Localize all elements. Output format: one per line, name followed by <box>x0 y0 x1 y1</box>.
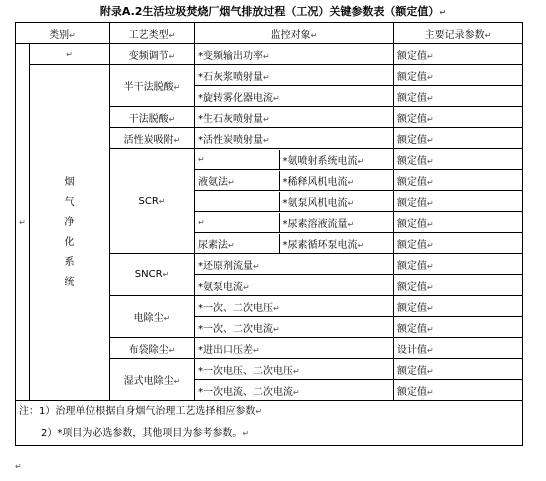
scr-subtable <box>195 234 393 253</box>
process-type-cell: 电除尘↵ <box>110 296 195 338</box>
record-param-cell: 额定值↵ <box>394 233 523 254</box>
record-param-cell: 设计值↵ <box>394 338 523 359</box>
record-param-cell: 额定值↵ <box>394 275 523 296</box>
process-type-cell: SCR↵ <box>110 149 195 254</box>
monitored-object-cell: *氨泵风机电流↵ <box>282 197 355 209</box>
sub-process-cell: ↵ <box>195 150 279 169</box>
paragraph-end-mark: ↵ <box>15 462 22 471</box>
record-param-cell: 额定值↵ <box>394 128 523 149</box>
monitored-object-cell: *一次电压、二次电压↵ <box>195 359 394 380</box>
scr-subcell <box>195 191 394 212</box>
category-flue-gas-system: 烟 气 净 化 系 统 <box>30 65 110 401</box>
process-type-cell: 半干法脱酸↵ <box>110 65 195 107</box>
empty-cell: ↵ <box>30 44 110 65</box>
key-parameters-table <box>15 22 523 446</box>
monitored-object-cell: *氨泵电流↵ <box>195 275 394 296</box>
table-title: 附录A.2生活垃圾焚烧厂烟气排放过程（工况）关键参数表（额定值）↵ <box>99 5 447 18</box>
scr-subtable-top <box>195 150 393 169</box>
monitored-object-cell: *石灰浆喷射量↵ <box>195 65 394 86</box>
scr-subcell <box>195 212 394 233</box>
note-2: 2）*项目为必选参数，其他项目为参考参数。↵ <box>41 428 250 439</box>
notes-row <box>16 401 523 446</box>
scr-subcell <box>195 170 394 191</box>
sub-process-cell <box>195 192 279 211</box>
monitored-object-cell: *一次、二次电流↵ <box>195 317 394 338</box>
sub-process-cell: ↵ <box>195 213 279 232</box>
monitored-object-cell: *活性炭喷射量↵ <box>195 128 394 149</box>
notes-cell <box>16 401 523 446</box>
header-category: 类别↵ <box>16 23 110 44</box>
header-process-type: 工艺类型↵ <box>110 23 195 44</box>
record-param-cell: 额定值↵ <box>394 86 523 107</box>
process-type-cell: 活性炭吸附↵ <box>110 128 195 149</box>
scr-subtable <box>195 171 393 190</box>
table-row <box>16 65 523 86</box>
table-header-row <box>16 23 523 44</box>
process-type-cell: 干法脱酸↵ <box>110 107 195 128</box>
record-param-cell: 额定值↵ <box>394 107 523 128</box>
header-monitored-object: 监控对象↵ <box>195 23 394 44</box>
monitored-object-cell: *还原剂流量↵ <box>195 254 394 275</box>
monitored-object-cell: *稀释风机电流↵ <box>282 176 355 188</box>
process-type-cell: 变频调节↵ <box>110 44 195 65</box>
monitored-object-cell: *氨喷射系统电流↵ <box>282 155 365 167</box>
note-1: 注：1）治理单位根据自身烟气治理工艺选择相应参数↵ <box>19 406 263 417</box>
outer-category-cell: ↵ <box>16 44 30 401</box>
scr-subtable <box>195 192 393 211</box>
process-type-cell: SNCR↵ <box>110 254 195 296</box>
record-param-cell: 额定值↵ <box>394 44 523 65</box>
record-param-cell: 额定值↵ <box>394 191 523 212</box>
monitored-object-cell: *尿素溶液流量↵ <box>282 218 355 230</box>
record-param-cell: 额定值↵ <box>394 317 523 338</box>
monitored-object-cell: *进出口压差↵ <box>195 338 394 359</box>
record-param-cell: 额定值↵ <box>394 254 523 275</box>
record-param-cell: 额定值↵ <box>394 65 523 86</box>
monitored-object-cell: *生石灰喷射量↵ <box>195 107 394 128</box>
scr-subcell <box>195 233 394 254</box>
sub-process-cell: 尿素法↵ <box>195 234 279 253</box>
monitored-object-cell: *一次电流、二次电流↵ <box>195 380 394 401</box>
sub-process-cell: 液氨法↵ <box>195 171 279 190</box>
header-main-record-params: 主要记录参数↵ <box>394 23 523 44</box>
monitored-object-cell: *变频输出功率↵ <box>195 44 394 65</box>
process-type-cell: 湿式电除尘↵ <box>110 359 195 401</box>
scr-subtable <box>195 213 393 232</box>
record-param-cell: 额定值↵ <box>394 380 523 401</box>
record-param-cell: 额定值↵ <box>394 359 523 380</box>
monitored-object-cell: *旋转雾化器电流↵ <box>195 86 394 107</box>
monitored-object-cell: *尿素循环泵电流↵ <box>282 239 365 251</box>
record-param-cell: 额定值↵ <box>394 296 523 317</box>
record-param-cell: 额定值↵ <box>394 212 523 233</box>
process-type-cell: 布袋除尘↵ <box>110 338 195 359</box>
monitored-object-cell: *一次、二次电压↵ <box>195 296 394 317</box>
scr-subcell <box>195 149 394 170</box>
record-param-cell: 额定值↵ <box>394 149 523 170</box>
record-param-cell: 额定值↵ <box>394 170 523 191</box>
table-row <box>16 44 523 65</box>
